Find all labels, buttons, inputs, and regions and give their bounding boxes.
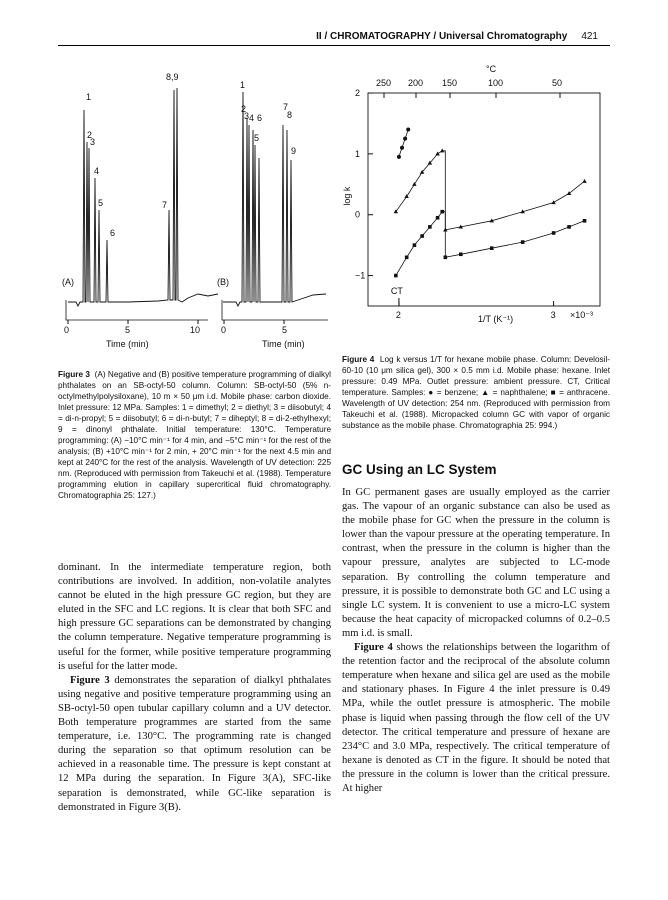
right-paragraph-2-text: shows the relationships between the logarithm of the retention factor and the reciprocal of the absolute column temperature when hexane and silica gel are used as the mobile and stationary phases. In Figure 4 the inlet pressure is 0.49 MPa, while the outlet pressure is atmospheric. The mobile phase is liquid when passing through the flow cell of the UV detector. The critical temperature and pressure of hexane are 234°C and 3.0 MPa, respectively. The critical temperature of hexane is denoted as CT in the figure. It should be noted that the pressure in the column is lower than the critical pressure. At higher [342, 642, 610, 794]
point-anthracene [567, 225, 571, 229]
point-benzene [403, 137, 407, 141]
panel-b-peak-label: 1 [240, 80, 246, 90]
point-naphthalene [435, 152, 439, 156]
y-tick-label: 0 [355, 209, 361, 220]
series-line-benzene [399, 130, 408, 157]
figure4-caption [342, 354, 610, 431]
point-anthracene [420, 234, 424, 238]
point-naphthalene [582, 179, 586, 183]
left-paragraph-2 [58, 674, 331, 815]
point-naphthalene [551, 200, 555, 204]
left-paragraph-1: dominant. In the intermediate temperature region, both contributions are involved. In addition, non-volatile analytes cannot be eluted in the high pressure GC region, but they are eluted in the SFC and LC regions. It is clear that both SFC and high pressure GC separations can be demonstrated by changing the column temperature. Negative temperature programming is useful for the former, while positive temperature programming is useful for the latter mode. [58, 562, 331, 672]
point-benzene [397, 155, 401, 159]
panel-b-label: (B) [217, 277, 229, 287]
panel-b-peak-label: 4 [249, 113, 255, 123]
panel-a-peak-label: 6 [110, 228, 116, 238]
panel-a-tick-label-0: 0 [64, 325, 70, 335]
point-anthracene [583, 219, 587, 223]
point-anthracene [552, 231, 556, 235]
running-header [316, 31, 598, 42]
point-benzene [406, 128, 410, 132]
y-tick-label: −1 [355, 270, 366, 281]
left-paragraph-2-text: demonstrates the separation of dialkyl phthalates using negative and positive temperature programming using an SB-octyl-50 open tubular capillary column and a UV detector. Both temperature programmes are started from the same temperature, i.e. 130°C. The programming rate is changed during the separation so that optimum resolution can be achieved in a reasonable time. The pressure is kept constant at 12 MPa during the separation. In Figure 3(A), SFC-like separation is demonstrated, while GC-like separation is demonstrated in Figure 3(B). [58, 674, 331, 813]
panel-b-peak-label: 3 [244, 111, 250, 121]
figure3-caption-text: (A) Negative and (B) positive temperature programming of dialkyl phthalates on an SB-octyl-50 column. Column: SB-octyl-50 (5% n-octylmethylpolysiloxane), 10 m × 50 μm i.d. Mobile phase: carbon dioxide. Inlet pressure: 12 MPa. Samples: 1 = dimethyl; 2 = diethyl; 3 = diisobutyl; 4 = di-n-propyl; 5 = diisobutyl; 6 = di-n-butyl; 7 = diheptyl; 8 = di-2-ethylhexyl; 9 = dinonyl phthalate. Initial temperature: 130°C. Temperature programming: (A) −10°C min⁻¹ for 4 min, and −5°C min⁻¹ for the rest of the analysis; (B) +10°C min⁻¹ for 2 min, + 20°C min⁻¹ for the next 4.5 min and kept at 240°C for the rest of the analysis. Wavelength of UV detection: 225 nm. (Reproduced with permission from Takeuchi et al. (1988). Temperature programming elution in capillary supercritical fluid chromatography. Chromatographia 25: 127.) [58, 370, 331, 500]
point-anthracene [428, 225, 432, 229]
figure4-caption-text: Log k versus 1/T for hexane mobile phase. Column: Develosil-60-10 (10 μm silica gel), 300 × 0.5 mm i.d. Mobile phase: hexane. Inlet pressure: 0.49 MPa. Outlet pressure: ambient pressure. CT, Critical temperature. Samples: ● = benzene; ▲ = naphthalene; ■ = anthracene. Wavelength of UV detection: 254 nm. (Reproduced with permission from Takeuchi et al. (1988). Micropacked column GC with vapor of organic substance as the mobile phase. Chromatographia 25: 994.) [342, 355, 610, 430]
point-anthracene [444, 256, 448, 260]
panel-a-peak-label: 5 [98, 198, 104, 208]
panel-a-peak-label: 7 [162, 200, 168, 210]
panel-b-peak-label: 2 [241, 104, 247, 114]
y-tick-label: 2 [355, 88, 361, 98]
top-axis-label: °C [486, 64, 497, 74]
right-column-text [342, 486, 610, 796]
top-tick-label: 250 [376, 78, 392, 88]
ct-annotation: CT [390, 286, 403, 296]
panel-b-tick-label-0: 0 [221, 325, 227, 335]
point-anthracene [405, 256, 409, 260]
y-axis-label: log k [342, 186, 352, 206]
panel-a-peak-label: 2 [87, 130, 93, 140]
figure3-caption [58, 369, 331, 501]
figure4-reference: Figure 4 [354, 642, 393, 654]
right-paragraph-1: In GC permanent gases are usually employed as the carrier gas. The vapour of an organic substance can also be used as the mobile phase for GC when the pressure in the column is lower than the vapour pressure at the operating temperature. In contrast, when the pressure in the column is higher than the vapour pressure, analytes are subjected to LC-mode separation. By controlling the column temperature and pressure, it is possible to demonstrate both GC and LC using a single LC system. It is convenient to use a micro-LC system because the heat capacity of micropacked columns of 0.2–0.5 mm i.d. is small. [342, 487, 610, 639]
figure3-panel-b [217, 80, 328, 349]
point-anthracene [436, 216, 440, 220]
figure3-reference: Figure 3 [70, 674, 110, 686]
figure3-caption-label: Figure 3 [58, 370, 90, 379]
y-tick-label: 1 [355, 148, 361, 159]
right-paragraph-2 [342, 641, 610, 796]
section-heading: GC Using an LC System [342, 462, 497, 477]
panel-a-trace [68, 88, 218, 306]
point-anthracene [459, 252, 463, 256]
plot-frame [368, 93, 600, 306]
header-rule [58, 45, 610, 46]
panel-b-peak-label: 6 [257, 113, 263, 123]
panel-a-tick-label-5: 5 [125, 325, 131, 335]
panel-a-peak-label: 8,9 [166, 72, 179, 82]
top-tick-label: 100 [488, 78, 504, 88]
x-unit-note: ×10⁻³ [570, 310, 594, 320]
panel-a-xlabel: Time (min) [106, 339, 149, 349]
panel-b-peak-label: 5 [254, 133, 260, 143]
header-title: II / CHROMATOGRAPHY / Universal Chromatography [316, 31, 568, 42]
x-axis-label: 1/T (K⁻¹) [478, 314, 514, 324]
point-anthracene [394, 274, 398, 278]
panel-b-trace [223, 92, 326, 306]
panel-b-peak-label: 9 [291, 146, 297, 156]
panel-b-tick-label-5: 5 [282, 325, 288, 335]
panel-b-peak-label: 8 [287, 110, 293, 120]
series-line-naphthalene [396, 151, 585, 230]
figure3-chromatograms [58, 70, 333, 360]
point-anthracene [413, 243, 417, 247]
page-number: 421 [581, 31, 598, 42]
panel-a-peak-label: 1 [86, 92, 92, 102]
top-tick-label: 50 [552, 78, 563, 88]
panel-b-peak-label: 7 [283, 102, 289, 112]
panel-a-label: (A) [62, 277, 74, 287]
panel-a-tick-label-10: 10 [190, 325, 201, 335]
figure3-panel-a [62, 72, 218, 349]
point-anthracene [440, 210, 444, 214]
figure4-caption-label: Figure 4 [342, 355, 375, 364]
point-benzene [400, 146, 404, 150]
panel-b-axis [222, 300, 328, 320]
point-anthracene [521, 240, 525, 244]
point-anthracene [490, 246, 494, 250]
panel-a-peak-label: 3 [90, 137, 96, 147]
left-column-text [58, 561, 331, 815]
figure4-chart [338, 66, 613, 346]
x-tick-label: 2 [395, 310, 401, 320]
top-tick-label: 200 [408, 78, 424, 88]
top-tick-label: 150 [442, 78, 458, 88]
panel-a-peak-label: 4 [94, 166, 100, 176]
x-tick-label: 3 [550, 310, 556, 320]
panel-a-axis [66, 300, 208, 320]
panel-b-xlabel: Time (min) [262, 339, 305, 349]
